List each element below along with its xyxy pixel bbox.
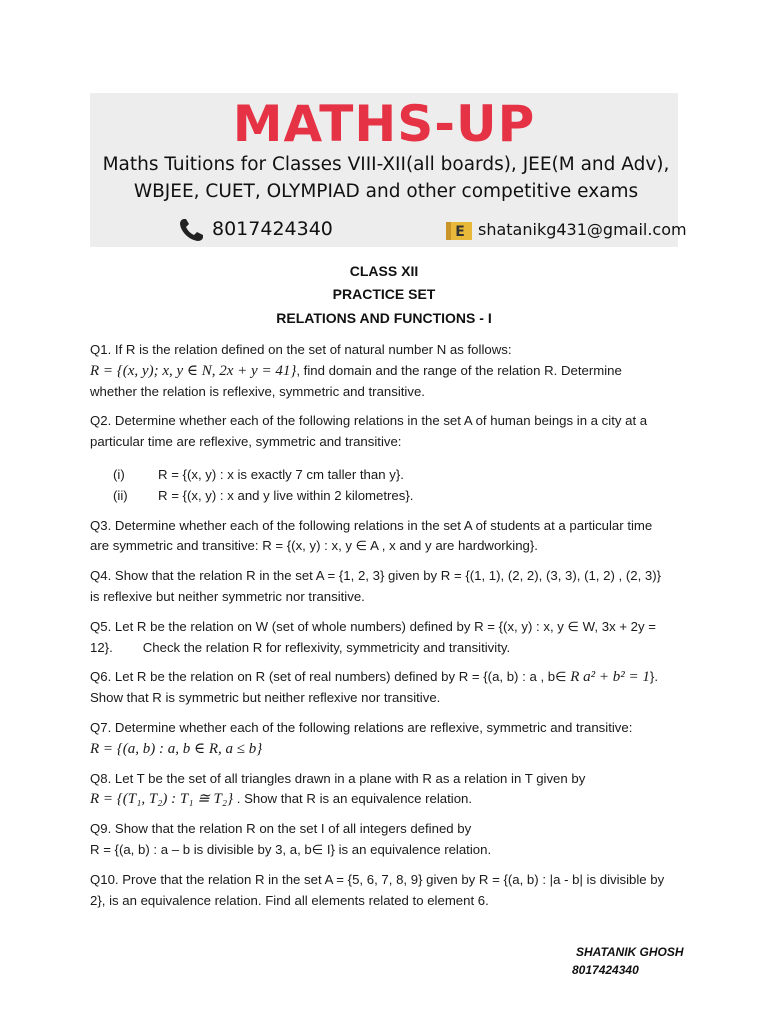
question-5-part-2: Check the relation R for reflexivity, symmetricity and transitivity. [142, 639, 511, 655]
question-8 [90, 769, 672, 811]
question-2 [90, 411, 672, 453]
question-1-rest: , find domain and the range of the relation R. Determine whether the relation is reflexive, symmetric and transitive. [90, 362, 622, 399]
question-2-sublist [90, 465, 672, 507]
email-icon-letter: E [455, 224, 465, 240]
question-6 [90, 667, 672, 709]
header-banner [90, 93, 687, 247]
signature-block [572, 943, 684, 979]
question-9 [90, 819, 672, 861]
question-3-text: Q3. Determine whether each of the following relations in the set A of students at a particular time are symmetric and transitive: R = {(x, y) : x, y ∈ A , x and y are hardworking}. [90, 517, 653, 554]
item-text: R = {(x, y) : x is exactly 7 cm taller than y}. [158, 466, 404, 482]
question-6-part-1: Q6. Let R be the relation on R (set of real numbers) defined by R = {(a, b) : a , b∈ [90, 669, 571, 685]
question-10-text: Q10. Prove that the relation R in the set A = {5, 6, 7, 8, 9} given by R = {(a, b) : |a - b| is divisible by 2}, is an equivalence relation. Find all elements related to element 6. [90, 871, 665, 908]
email-icon [446, 222, 472, 240]
question-2-text: Q2. Determine whether each of the following relations in the set A of human beings in a city at a particular time are reflexive, symmetric and transitive: [90, 413, 648, 450]
contact-row [178, 217, 687, 243]
question-4-text: Q4. Show that the relation R in the set A = {1, 2, 3} given by R = {(1, 1), (2, 2), (3, 3), (1, 2) , (2, 3)} is reflexive but neither symmetric nor transitive. [90, 568, 662, 604]
item-text: R = {(x, y) : x and y live within 2 kilometres}. [158, 487, 414, 503]
tagline-line-1: Maths Tuitions for Classes VIII-XII(all boards), JEE(M and Adv), [102, 154, 670, 175]
item-label: (i) [113, 466, 125, 482]
question-5 [90, 617, 672, 659]
class-heading: CLASS XII [349, 263, 419, 279]
question-8-line-1: Q8. Let T be the set of all triangles drawn in a plane with R as a relation in T given by [90, 770, 586, 786]
question-4 [90, 566, 672, 608]
question-5-part-1: Q5. Let R be the relation on W (set of whole numbers) defined by R = {(x, y) : x, y ∈ W, 3x + 2y = 12}. [90, 618, 656, 655]
phone-number: 8017424340 [212, 218, 333, 240]
practice-set-heading: PRACTICE SET [332, 286, 436, 302]
question-9-line-2: R = {(a, b) : a – b is divisible by 3, a, b∈ I} is an equivalence relation. [90, 841, 492, 857]
question-7 [90, 718, 672, 760]
item-label: (ii) [113, 487, 128, 503]
question-10 [90, 870, 672, 912]
question-2-item-i [90, 465, 672, 486]
question-6-part-2: }. Show that R is symmetric but neither reflexive nor transitive. [90, 669, 658, 706]
question-3 [90, 516, 672, 558]
email-address: shatanikg431@gmail.com [478, 220, 687, 239]
author-phone: 8017424340 [572, 963, 639, 977]
question-8-math: R = {(T₁, T₂) : T₁ ≅ T₂} [90, 791, 234, 808]
brand-logo: MATHS-UP [232, 95, 536, 153]
question-1-math: R = {(x, y); x, y ∈ N, 2x + y = 41} [90, 362, 297, 379]
question-9-line-1: Q9. Show that the relation R on the set I of all integers defined by [90, 821, 472, 837]
tagline-line-2: WBJEE, CUET, OLYMPIAD and other competitive exams [133, 181, 639, 202]
topic-heading: RELATIONS AND FUNCTIONS - I [276, 310, 492, 326]
phone-icon [178, 217, 206, 243]
question-1 [90, 340, 672, 402]
question-8-rest: . Show that R is an equivalence relation. [233, 791, 473, 807]
question-7-line-1: Q7. Determine whether each of the following relations are reflexive, symmetric and transitive: [90, 719, 633, 735]
questions-list [90, 340, 672, 920]
question-6-math: R a² + b² = 1 [570, 669, 650, 686]
author-name: SHATANIK GHOSH [576, 945, 684, 959]
question-1-line-1: Q1. If R is the relation defined on the set of natural number N as follows: [90, 342, 512, 357]
question-7-math: R = {(a, b) : a, b ∈ R, a ≤ b} [90, 740, 263, 757]
question-2-item-ii [90, 486, 672, 507]
